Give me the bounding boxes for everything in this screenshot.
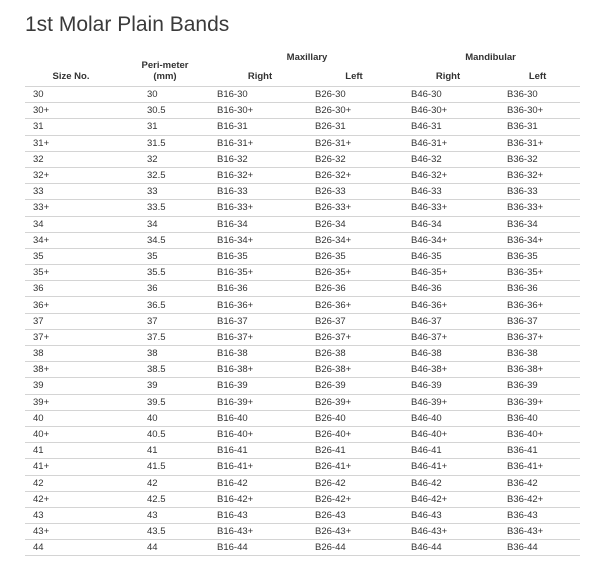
cell-maxillary-right: B16-32 (213, 151, 307, 167)
table-row (25, 216, 580, 232)
cell-mandibular-right: B46-40 (401, 410, 495, 426)
cell-mandibular-right: B46-41+ (401, 459, 495, 475)
header-maxillary: Maxillary (286, 52, 328, 63)
cell-maxillary-right: B16-34+ (213, 232, 307, 248)
cell-mandibular-left: B36-43+ (495, 524, 580, 540)
table-row (25, 265, 580, 281)
table-row (25, 119, 580, 135)
cell-mandibular-right: B46-32 (401, 151, 495, 167)
cell-maxillary-left: B26-40+ (307, 426, 401, 442)
cell-mandibular-left: B36-32+ (495, 167, 580, 183)
cell-size: 41+ (25, 459, 117, 475)
table-row (25, 491, 580, 507)
cell-mandibular-right: B46-30 (401, 87, 495, 103)
cell-size: 38 (25, 346, 117, 362)
cell-maxillary-left: B26-34+ (307, 232, 401, 248)
cell-maxillary-left: B26-37 (307, 313, 401, 329)
header-mandibular: Mandibular (465, 52, 516, 63)
cell-mandibular-left: B36-37 (495, 313, 580, 329)
cell-size: 43+ (25, 524, 117, 540)
cell-mandibular-right: B46-30+ (401, 103, 495, 119)
table-row (25, 87, 580, 103)
cell-maxillary-left: B26-38 (307, 346, 401, 362)
cell-size: 39+ (25, 394, 117, 410)
cell-size: 42 (25, 475, 117, 491)
cell-perimeter: 35.5 (117, 265, 213, 281)
cell-maxillary-right: B16-36+ (213, 297, 307, 313)
cell-perimeter: 40 (117, 410, 213, 426)
table-row (25, 200, 580, 216)
cell-maxillary-right: B16-30 (213, 87, 307, 103)
cell-mandibular-right: B46-34+ (401, 232, 495, 248)
cell-perimeter: 36 (117, 281, 213, 297)
header-perimeter: Peri-meter (mm) (141, 60, 189, 82)
cell-size: 33+ (25, 200, 117, 216)
cell-maxillary-right: B16-37 (213, 313, 307, 329)
cell-maxillary-right: B16-32+ (213, 167, 307, 183)
cell-maxillary-right: B16-31 (213, 119, 307, 135)
cell-perimeter: 34 (117, 216, 213, 232)
table-row (25, 410, 580, 426)
header-mandibular-right: Right (435, 71, 461, 82)
cell-mandibular-left: B36-30+ (495, 103, 580, 119)
table-row (25, 151, 580, 167)
cell-mandibular-left: B36-41 (495, 443, 580, 459)
cell-mandibular-right: B46-31 (401, 119, 495, 135)
cell-maxillary-left: B26-38+ (307, 362, 401, 378)
cell-mandibular-left: B36-34+ (495, 232, 580, 248)
cell-perimeter: 39.5 (117, 394, 213, 410)
cell-size: 36 (25, 281, 117, 297)
cell-maxillary-left: B26-34 (307, 216, 401, 232)
cell-mandibular-left: B36-33+ (495, 200, 580, 216)
cell-perimeter: 42.5 (117, 491, 213, 507)
cell-size: 44 (25, 540, 117, 556)
cell-size: 30+ (25, 103, 117, 119)
cell-mandibular-left: B36-42+ (495, 491, 580, 507)
cell-perimeter: 32 (117, 151, 213, 167)
cell-mandibular-left: B36-40 (495, 410, 580, 426)
cell-mandibular-left: B36-31+ (495, 135, 580, 151)
cell-mandibular-left: B36-37+ (495, 329, 580, 345)
cell-maxillary-left: B26-39+ (307, 394, 401, 410)
cell-mandibular-right: B46-36 (401, 281, 495, 297)
cell-perimeter: 30 (117, 87, 213, 103)
header-maxillary-right: Right (247, 71, 273, 82)
cell-maxillary-left: B26-39 (307, 378, 401, 394)
cell-maxillary-right: B16-44 (213, 540, 307, 556)
cell-mandibular-left: B36-31 (495, 119, 580, 135)
cell-perimeter: 38.5 (117, 362, 213, 378)
cell-maxillary-left: B26-42 (307, 475, 401, 491)
table-row (25, 378, 580, 394)
cell-size: 34 (25, 216, 117, 232)
cell-perimeter: 43.5 (117, 524, 213, 540)
cell-mandibular-right: B46-37+ (401, 329, 495, 345)
cell-mandibular-left: B36-32 (495, 151, 580, 167)
cell-size: 37 (25, 313, 117, 329)
header-maxillary-left: Left (345, 71, 363, 82)
cell-maxillary-right: B16-33 (213, 184, 307, 200)
cell-maxillary-right: B16-36 (213, 281, 307, 297)
cell-size: 32+ (25, 167, 117, 183)
cell-size: 35+ (25, 265, 117, 281)
table-row (25, 184, 580, 200)
page-title: 1st Molar Plain Bands (25, 13, 230, 36)
cell-perimeter: 44 (117, 540, 213, 556)
table-row (25, 394, 580, 410)
cell-maxillary-right: B16-33+ (213, 200, 307, 216)
cell-perimeter: 37 (117, 313, 213, 329)
cell-maxillary-left: B26-44 (307, 540, 401, 556)
cell-perimeter: 33.5 (117, 200, 213, 216)
cell-mandibular-right: B46-35 (401, 248, 495, 264)
table-header (25, 52, 580, 87)
cell-maxillary-left: B26-32 (307, 151, 401, 167)
cell-mandibular-right: B46-33 (401, 184, 495, 200)
cell-size: 35 (25, 248, 117, 264)
cell-size: 38+ (25, 362, 117, 378)
cell-mandibular-left: B36-36 (495, 281, 580, 297)
table-row (25, 362, 580, 378)
cell-size: 39 (25, 378, 117, 394)
cell-maxillary-right: B16-31+ (213, 135, 307, 151)
table-row (25, 540, 580, 556)
table-row (25, 281, 580, 297)
cell-mandibular-right: B46-43+ (401, 524, 495, 540)
cell-mandibular-right: B46-43 (401, 507, 495, 523)
cell-maxillary-right: B16-41 (213, 443, 307, 459)
cell-mandibular-left: B36-33 (495, 184, 580, 200)
cell-perimeter: 42 (117, 475, 213, 491)
cell-mandibular-left: B36-42 (495, 475, 580, 491)
cell-maxillary-right: B16-37+ (213, 329, 307, 345)
cell-mandibular-right: B46-41 (401, 443, 495, 459)
cell-mandibular-right: B46-42+ (401, 491, 495, 507)
cell-maxillary-left: B26-33 (307, 184, 401, 200)
cell-perimeter: 31.5 (117, 135, 213, 151)
cell-maxillary-left: B26-42+ (307, 491, 401, 507)
cell-maxillary-left: B26-37+ (307, 329, 401, 345)
table-row (25, 524, 580, 540)
cell-mandibular-left: B36-41+ (495, 459, 580, 475)
table-row (25, 459, 580, 475)
cell-maxillary-left: B26-31 (307, 119, 401, 135)
cell-size: 36+ (25, 297, 117, 313)
cell-maxillary-left: B26-43+ (307, 524, 401, 540)
cell-mandibular-left: B36-39 (495, 378, 580, 394)
cell-perimeter: 32.5 (117, 167, 213, 183)
cell-mandibular-right: B46-38 (401, 346, 495, 362)
cell-maxillary-left: B26-36+ (307, 297, 401, 313)
cell-perimeter: 43 (117, 507, 213, 523)
cell-mandibular-right: B46-34 (401, 216, 495, 232)
cell-perimeter: 37.5 (117, 329, 213, 345)
table-row (25, 443, 580, 459)
cell-mandibular-left: B36-44 (495, 540, 580, 556)
table-row (25, 426, 580, 442)
cell-mandibular-right: B46-37 (401, 313, 495, 329)
cell-mandibular-left: B36-35+ (495, 265, 580, 281)
cell-perimeter: 40.5 (117, 426, 213, 442)
cell-maxillary-right: B16-39+ (213, 394, 307, 410)
table-row (25, 167, 580, 183)
bands-table (25, 52, 580, 556)
table-row (25, 297, 580, 313)
cell-mandibular-right: B46-33+ (401, 200, 495, 216)
cell-maxillary-left: B26-43 (307, 507, 401, 523)
cell-size: 43 (25, 507, 117, 523)
cell-perimeter: 30.5 (117, 103, 213, 119)
table-row (25, 232, 580, 248)
cell-mandibular-left: B36-38 (495, 346, 580, 362)
cell-perimeter: 34.5 (117, 232, 213, 248)
cell-maxillary-right: B16-42+ (213, 491, 307, 507)
cell-size: 40 (25, 410, 117, 426)
cell-maxillary-left: B26-30+ (307, 103, 401, 119)
cell-size: 34+ (25, 232, 117, 248)
table-row (25, 313, 580, 329)
cell-mandibular-right: B46-39 (401, 378, 495, 394)
cell-maxillary-left: B26-36 (307, 281, 401, 297)
header-size: Size No. (52, 71, 90, 82)
table-row (25, 135, 580, 151)
cell-maxillary-right: B16-38 (213, 346, 307, 362)
cell-mandibular-right: B46-38+ (401, 362, 495, 378)
table-body (25, 87, 580, 556)
cell-size: 37+ (25, 329, 117, 345)
cell-size: 41 (25, 443, 117, 459)
cell-maxillary-right: B16-41+ (213, 459, 307, 475)
cell-maxillary-right: B16-39 (213, 378, 307, 394)
cell-size: 42+ (25, 491, 117, 507)
table-row (25, 248, 580, 264)
cell-mandibular-left: B36-36+ (495, 297, 580, 313)
cell-mandibular-left: B36-40+ (495, 426, 580, 442)
cell-perimeter: 36.5 (117, 297, 213, 313)
cell-maxillary-left: B26-40 (307, 410, 401, 426)
cell-perimeter: 38 (117, 346, 213, 362)
cell-maxillary-left: B26-35 (307, 248, 401, 264)
cell-perimeter: 41 (117, 443, 213, 459)
cell-maxillary-left: B26-31+ (307, 135, 401, 151)
cell-maxillary-left: B26-41+ (307, 459, 401, 475)
cell-mandibular-left: B36-43 (495, 507, 580, 523)
cell-perimeter: 35 (117, 248, 213, 264)
table-row (25, 346, 580, 362)
cell-mandibular-left: B36-35 (495, 248, 580, 264)
cell-maxillary-right: B16-42 (213, 475, 307, 491)
cell-perimeter: 39 (117, 378, 213, 394)
cell-perimeter: 41.5 (117, 459, 213, 475)
cell-size: 40+ (25, 426, 117, 442)
cell-mandibular-left: B36-30 (495, 87, 580, 103)
cell-mandibular-right: B46-31+ (401, 135, 495, 151)
table-row (25, 103, 580, 119)
cell-maxillary-left: B26-33+ (307, 200, 401, 216)
cell-maxillary-right: B16-38+ (213, 362, 307, 378)
cell-size: 31+ (25, 135, 117, 151)
cell-mandibular-right: B46-32+ (401, 167, 495, 183)
cell-mandibular-right: B46-40+ (401, 426, 495, 442)
cell-maxillary-left: B26-35+ (307, 265, 401, 281)
table-row (25, 329, 580, 345)
header-mandibular-left: Left (528, 71, 547, 82)
cell-perimeter: 31 (117, 119, 213, 135)
cell-mandibular-right: B46-36+ (401, 297, 495, 313)
table-row (25, 507, 580, 523)
cell-mandibular-left: B36-38+ (495, 362, 580, 378)
cell-size: 33 (25, 184, 117, 200)
cell-maxillary-right: B16-43+ (213, 524, 307, 540)
table-row (25, 475, 580, 491)
cell-perimeter: 33 (117, 184, 213, 200)
cell-size: 32 (25, 151, 117, 167)
cell-maxillary-left: B26-32+ (307, 167, 401, 183)
cell-mandibular-right: B46-35+ (401, 265, 495, 281)
cell-maxillary-right: B16-40+ (213, 426, 307, 442)
cell-maxillary-right: B16-35+ (213, 265, 307, 281)
cell-mandibular-left: B36-34 (495, 216, 580, 232)
cell-maxillary-right: B16-34 (213, 216, 307, 232)
cell-maxillary-right: B16-35 (213, 248, 307, 264)
cell-mandibular-left: B36-39+ (495, 394, 580, 410)
cell-mandibular-right: B46-42 (401, 475, 495, 491)
cell-size: 30 (25, 87, 117, 103)
cell-maxillary-right: B16-40 (213, 410, 307, 426)
cell-mandibular-right: B46-44 (401, 540, 495, 556)
cell-size: 31 (25, 119, 117, 135)
cell-maxillary-left: B26-30 (307, 87, 401, 103)
cell-mandibular-right: B46-39+ (401, 394, 495, 410)
cell-maxillary-left: B26-41 (307, 443, 401, 459)
cell-maxillary-right: B16-43 (213, 507, 307, 523)
cell-maxillary-right: B16-30+ (213, 103, 307, 119)
